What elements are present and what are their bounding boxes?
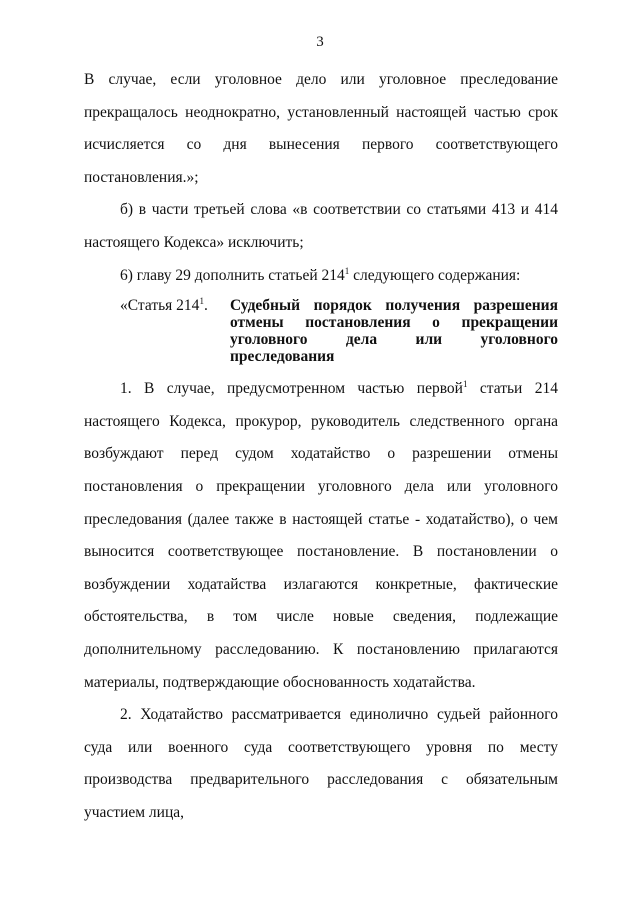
item-1-text-start: 1. В случае, предусмотренном частью первой bbox=[120, 380, 463, 398]
article-number-superscript: 1 bbox=[199, 296, 204, 306]
page-number: 3 bbox=[316, 34, 324, 50]
article-title: Судебный порядок получения разрешения отмены постановления о прекращении уголовного дела или уголовного преследования bbox=[230, 297, 558, 366]
article-number bbox=[84, 297, 230, 365]
chapter-29-superscript: 1 bbox=[344, 265, 350, 276]
paragraph-part-three: б) в части третьей слова «в соответствии со статьями 413 и 414 настоящего Кодекса» исключить; bbox=[84, 201, 558, 251]
item-1-text-end: статьи 214 настоящего Кодекса, прокурор, руководитель следственного органа возбуждают перед судом ходатайство о разрешении отмены постановления о прекращении уголовного дела или уголовного преследования (далее также в настоящей статье - ходатайство), о чем выносится соответствующее постановление. В постановлении о возбуждении ходатайства излагаются конкретные, фактические обстоятельства, в том числе новые сведения, подлежащие дополнительному расследованию. К постановлению прилагаются материалы, подтверждающие обоснованность ходатайства. bbox=[84, 380, 559, 691]
paragraph-case-repeat: В случае, если уголовное дело или уголовное преследование прекращалось неоднократно, установленный настоящей частью срок исчисляется со дня вынесения первого соответствующего постановления.»; bbox=[84, 71, 558, 186]
article-heading bbox=[84, 297, 558, 365]
document-body bbox=[84, 64, 558, 829]
paragraph-item-2: 2. Ходатайство рассматривается единолично судьей районного суда или военного суда соответствующего уровня по месту производства предварительного расследования с обязательным участием лица, bbox=[84, 706, 558, 821]
chapter-29-text-end: следующего содержания: bbox=[349, 266, 521, 284]
article-number-label: «Статья 214 bbox=[120, 297, 200, 315]
paragraph-chapter-29 bbox=[84, 260, 558, 293]
item-1-superscript: 1 bbox=[462, 379, 468, 389]
article-number-dot: . bbox=[203, 297, 208, 315]
paragraph-item-1 bbox=[84, 373, 558, 699]
chapter-29-text-start: 6) главу 29 дополнить статьей 214 bbox=[120, 266, 345, 284]
